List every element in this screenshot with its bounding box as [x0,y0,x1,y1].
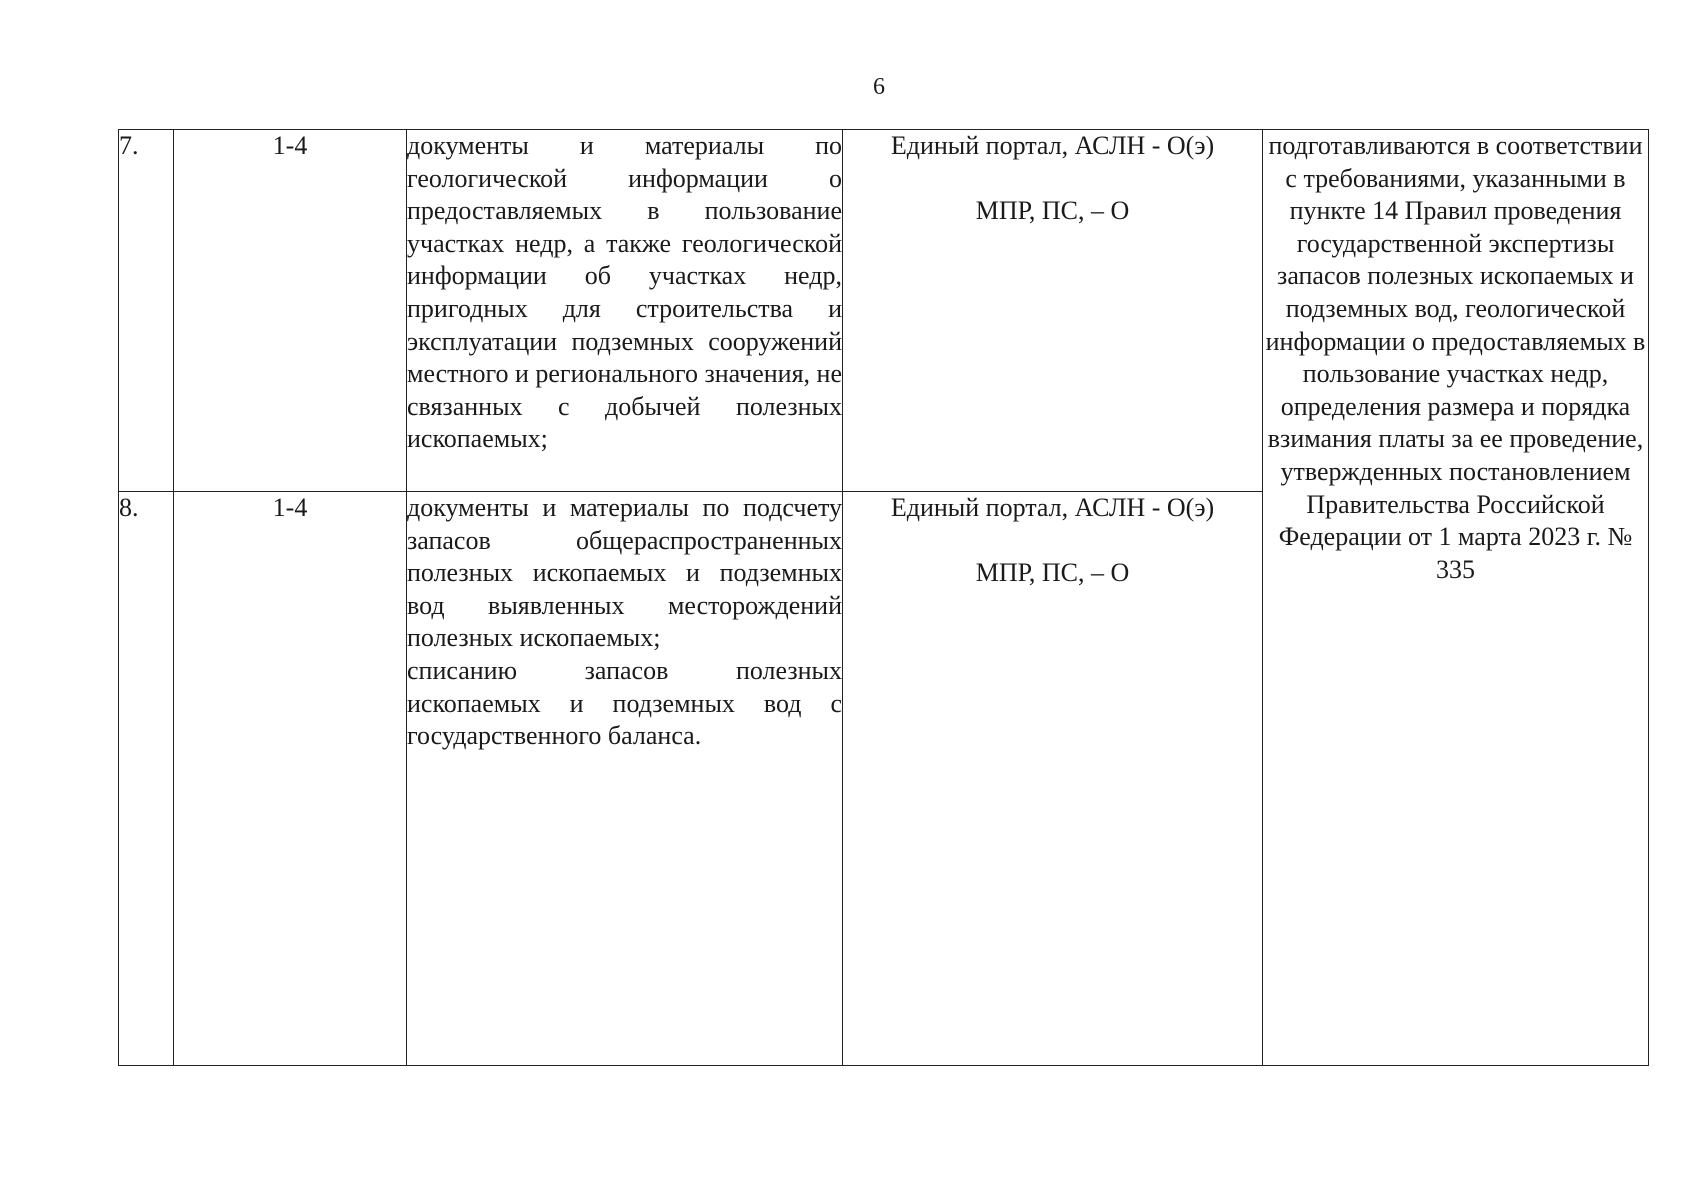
table-row [119,130,1649,492]
row-number: 7. [119,130,174,492]
requirements-table [118,129,1649,1066]
requirements-note: подготавливаются в соответствии с требованиями, указанными в пункте 14 Правил проведения государственной экспертизы запасов полезных ископаемых и подземных вод, геологической информации о предоставляемых в пользование участках недр, определения размера и порядка взимания платы за ее проведение, утвержденных постановлением Правительства Российской Федерации от 1 марта 2023 г. № 335 [1263,130,1649,1066]
row-number: 8. [119,492,174,1066]
submission-systems [843,492,1263,1066]
description-paragraph: списанию запасов полезных ископаемых и подземных вод с государственного баланса. [407,655,842,751]
system-mpr-line: МПР, ПС, – О [975,557,1130,587]
document-description [407,492,843,1066]
page-number: 6 [873,74,885,100]
system-portal-line: Единый портал, АСЛН - О(э) [890,493,1215,522]
category-range: 1-4 [174,130,407,492]
description-paragraph: документы и материалы по геологической информации о предоставляемых в пользование участках недр, а также геологической информации об участках недр, пригодных для строительства и эксплуатации подземных сооружений местного и регионального значения, не связанных с добычей полезных ископаемых; [407,131,842,454]
document-description [407,130,843,492]
system-mpr-line: МПР, ПС, – О [975,195,1130,225]
category-range: 1-4 [174,492,407,1066]
system-portal-line: Единый портал, АСЛН - О(э) [890,131,1215,160]
description-paragraph: документы и материалы по подсчету запасов общераспространенных полезных ископаемых и подземных вод выявленных месторождений полезных ископаемых; [407,493,842,653]
submission-systems [843,130,1263,492]
